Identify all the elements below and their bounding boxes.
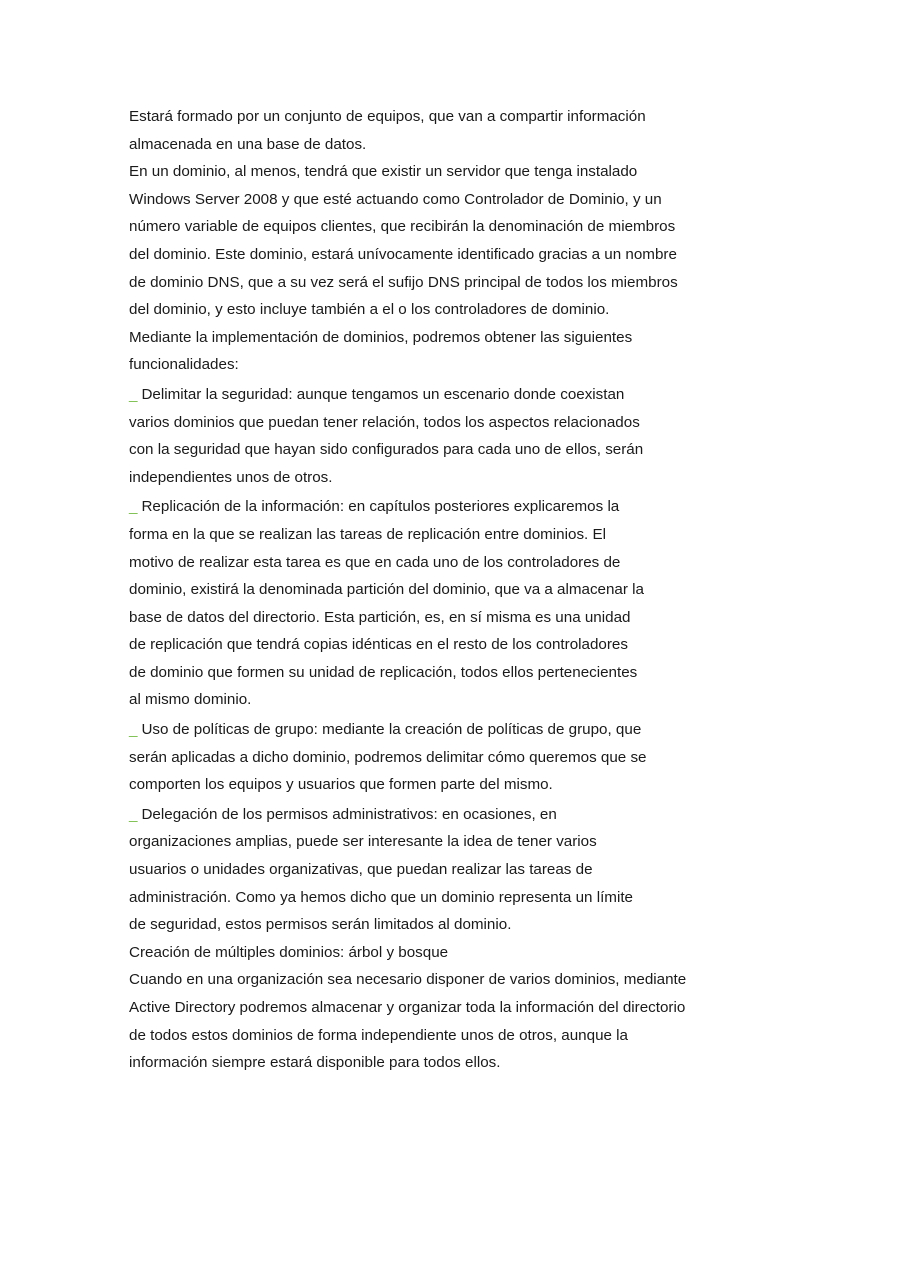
line-text: información siempre estará disponible para todos ellos. xyxy=(129,1054,501,1072)
text-line xyxy=(129,604,829,632)
text-line xyxy=(129,241,829,269)
text-line xyxy=(129,911,829,939)
bullet-mark: _ xyxy=(129,721,138,739)
text-line xyxy=(129,269,829,297)
line-text: Cuando en una organización sea necesario disponer de varios dominios, mediante xyxy=(129,971,687,989)
line-text: usuarios o unidades organizativas, que puedan realizar las tareas de xyxy=(129,861,593,879)
line-text: Windows Server 2008 y que esté actuando como Controlador de Dominio, y un xyxy=(129,190,662,208)
text-line xyxy=(129,213,829,241)
line-text: En un dominio, al menos, tendrá que existir un servidor que tenga instalado xyxy=(129,163,638,181)
text-line xyxy=(129,158,829,186)
text-line xyxy=(129,296,829,324)
text-line xyxy=(129,771,829,799)
text-line xyxy=(129,856,829,884)
bullet-item-line xyxy=(129,493,829,521)
bullet-mark: _ xyxy=(129,385,138,403)
text-line xyxy=(129,1022,829,1050)
line-text: Uso de políticas de grupo: mediante la creación de políticas de grupo, que xyxy=(141,721,642,739)
line-text: funcionalidades: xyxy=(129,356,239,374)
line-text: serán aplicadas a dicho dominio, podremos delimitar cómo queremos que se xyxy=(129,748,647,766)
text-line xyxy=(129,631,829,659)
line-text: número variable de equipos clientes, que recibirán la denominación de miembros xyxy=(129,218,676,236)
line-text: comporten los equipos y usuarios que formen parte del mismo. xyxy=(129,776,553,794)
line-text: del dominio, y esto incluye también a el o los controladores de dominio. xyxy=(129,301,610,319)
bullet-item-line xyxy=(129,716,829,744)
line-text: del dominio. Este dominio, estará unívocamente identificado gracias a un nombre xyxy=(129,245,677,263)
line-text: administración. Como ya hemos dicho que un dominio representa un límite xyxy=(129,888,633,906)
text-line xyxy=(129,1049,829,1077)
bullet-item-line xyxy=(129,381,829,409)
text-line xyxy=(129,324,829,352)
line-text: de dominio que formen su unidad de replicación, todos ellos pertenecientes xyxy=(129,663,638,681)
text-line xyxy=(129,186,829,214)
text-line xyxy=(129,884,829,912)
line-text: almacenada en una base de datos. xyxy=(129,135,367,153)
text-line xyxy=(129,409,829,437)
line-text: con la seguridad que hayan sido configurados para cada uno de ellos, serán xyxy=(129,441,644,459)
text-line xyxy=(129,828,829,856)
line-text: de replicación que tendrá copias idénticas en el resto de los controladores xyxy=(129,636,628,654)
line-text: motivo de realizar esta tarea es que en cada uno de los controladores de xyxy=(129,553,621,571)
line-text: Delimitar la seguridad: aunque tengamos un escenario donde coexistan xyxy=(141,385,625,403)
text-line xyxy=(129,939,829,967)
text-line xyxy=(129,351,829,379)
line-text: Estará formado por un conjunto de equipos, que van a compartir información xyxy=(129,108,646,125)
line-text: Active Directory podremos almacenar y organizar toda la información del directorio xyxy=(129,999,686,1016)
text-line xyxy=(129,436,829,464)
line-text: de dominio DNS, que a su vez será el sufijo DNS principal de todos los miembros xyxy=(129,273,678,291)
line-text: varios dominios que puedan tener relación, todos los aspectos relacionados xyxy=(129,413,640,431)
line-text: al mismo dominio. xyxy=(129,691,252,709)
text-line xyxy=(129,521,829,549)
text-line xyxy=(129,744,829,772)
bullet-item-line xyxy=(129,801,829,829)
text-line xyxy=(129,103,829,131)
line-text: Delegación de los permisos administrativos: en ocasiones, en xyxy=(141,805,557,823)
line-text: base de datos del directorio. Esta partición, es, en sí misma es una unidad xyxy=(129,608,631,626)
text-line xyxy=(129,576,829,604)
text-line xyxy=(129,464,829,492)
line-text: dominio, existirá la denominada partición del dominio, que va a almacenar la xyxy=(129,581,644,599)
text-line xyxy=(129,966,829,994)
text-line xyxy=(129,686,829,714)
line-text: independientes unos de otros. xyxy=(129,468,333,486)
line-text: organizaciones amplias, puede ser interesante la idea de tener varios xyxy=(129,833,597,851)
line-text: Mediante la implementación de dominios, podremos obtener las siguientes xyxy=(129,328,633,346)
line-text: Replicación de la información: en capítulos posteriores explicaremos la xyxy=(141,498,620,516)
text-line xyxy=(129,131,829,159)
text-line xyxy=(129,549,829,577)
document-body xyxy=(129,103,829,1077)
line-text: de seguridad, estos permisos serán limitados al dominio. xyxy=(129,916,512,934)
text-line xyxy=(129,659,829,687)
bullet-mark: _ xyxy=(129,498,138,516)
line-text: Creación de múltiples dominios: árbol y bosque xyxy=(129,943,449,961)
line-text: forma en la que se realizan las tareas de replicación entre dominios. El xyxy=(129,525,606,543)
bullet-mark: _ xyxy=(129,805,138,823)
line-text: de todos estos dominios de forma independiente unos de otros, aunque la xyxy=(129,1026,628,1044)
text-line xyxy=(129,994,829,1022)
